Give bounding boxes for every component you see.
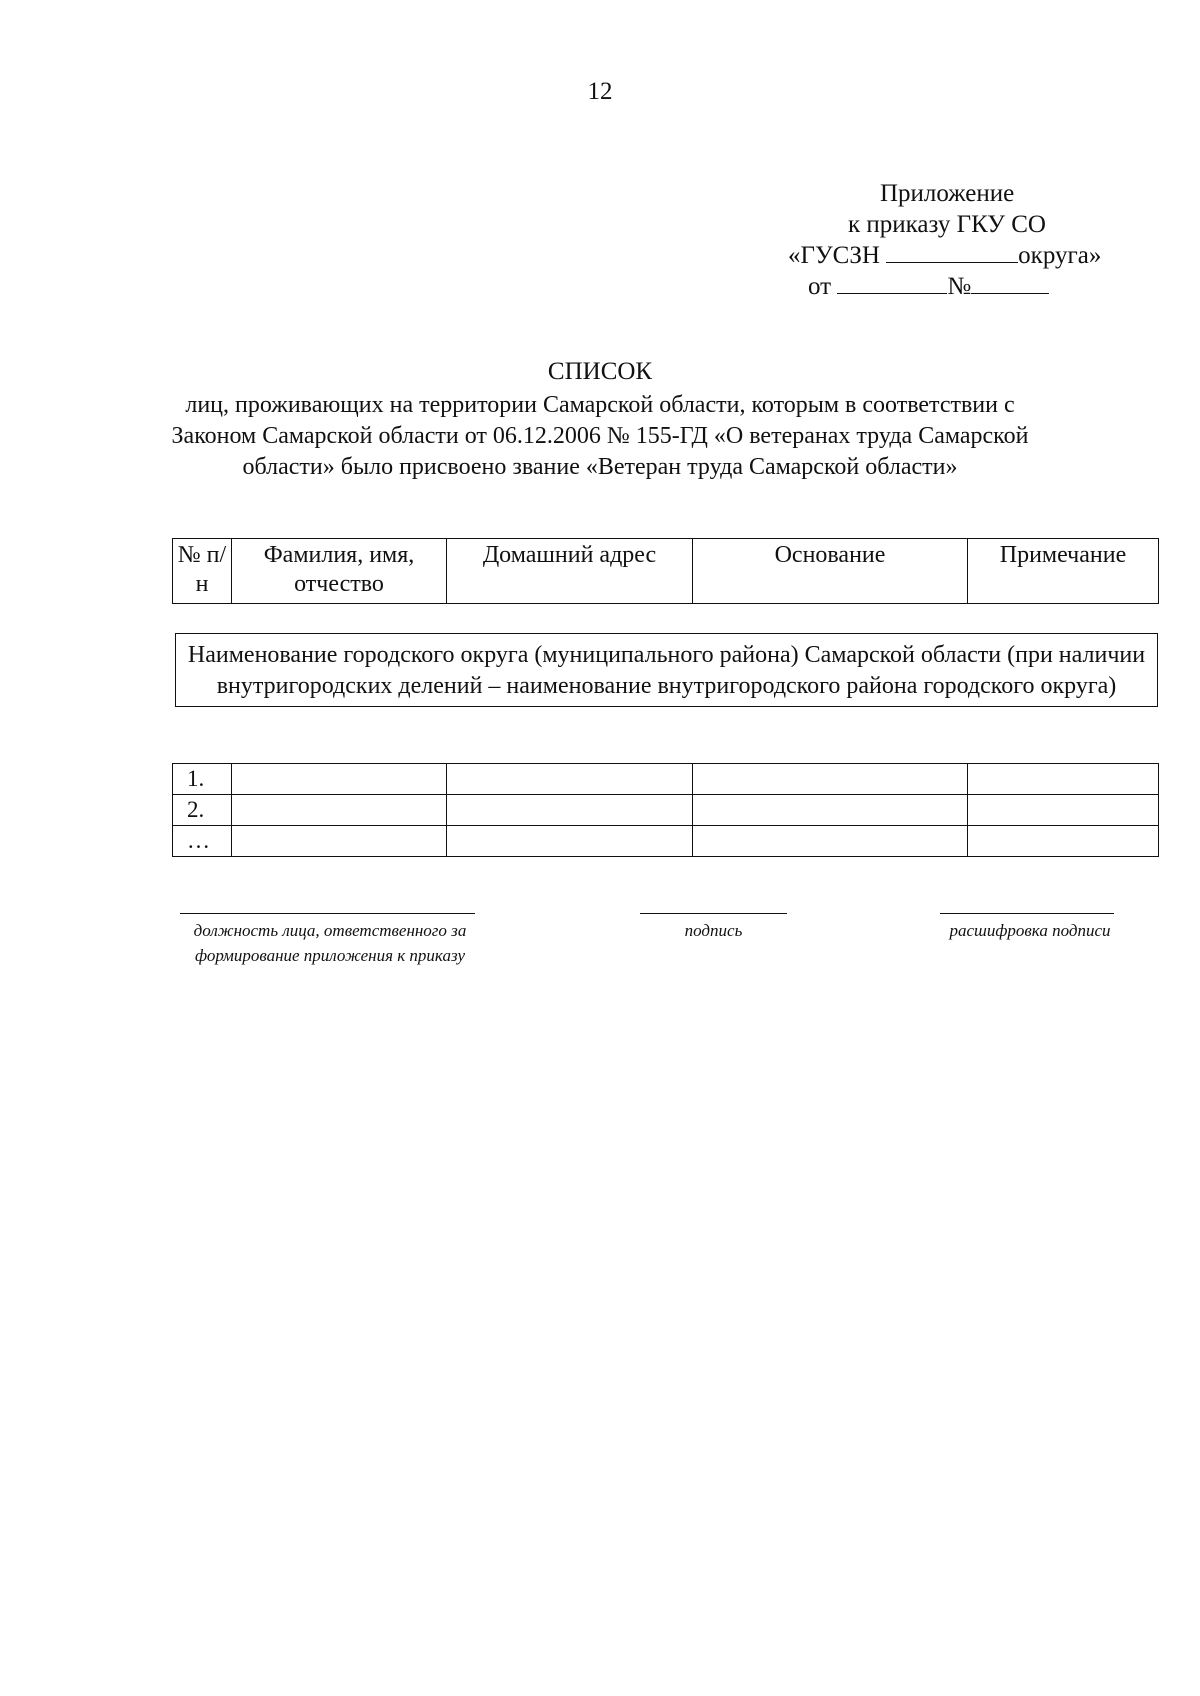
header-basis: Основание [693, 539, 968, 604]
signature-label: подпись [684, 921, 743, 940]
row-number: … [173, 826, 232, 857]
row-full-name-cell [232, 764, 447, 795]
appendix-org-prefix: «ГУСЗН [788, 242, 880, 269]
appendix-block [760, 178, 1140, 302]
decoding-signature-line [940, 913, 1114, 914]
appendix-order-ref: к приказу ГКУ СО [848, 211, 1046, 238]
appendix-org-suffix: округа» [1018, 242, 1102, 269]
row-basis-cell [693, 826, 968, 857]
decoding-label: расшифровка подписи [949, 921, 1111, 940]
row-basis-cell [693, 795, 968, 826]
row-note-cell [968, 795, 1159, 826]
row-note-cell [968, 764, 1159, 795]
region-name-table [175, 633, 1158, 707]
document-title: СПИСОК [547, 358, 653, 385]
row-note-cell [968, 826, 1159, 857]
signature-line [640, 913, 787, 914]
table-row [173, 764, 1159, 795]
header-full-name: Фамилия, имя, отчество [232, 539, 447, 604]
list-rows-table [172, 763, 1159, 857]
row-address-cell [447, 795, 693, 826]
date-label: от [808, 273, 832, 300]
row-full-name-cell [232, 826, 447, 857]
document-subtitle: лиц, проживающих на территории Самарской области, которым в соответствии с Законом Самарской области от 06.12.2006 № 155-ГД «О ветеранах труда Самарской области» было присвоено звание «Ветеран труда Самарской области» [171, 392, 1029, 480]
row-address-cell [447, 826, 693, 857]
list-header-table [172, 538, 1159, 604]
date-blank [837, 273, 947, 294]
row-full-name-cell [232, 795, 447, 826]
row-address-cell [447, 764, 693, 795]
header-home-address: Домашний адрес [447, 539, 693, 604]
header-number: № п/н [173, 539, 232, 604]
position-label: должность лица, ответственного за формирование приложения к приказу [193, 921, 467, 965]
district-blank [886, 242, 1018, 263]
row-number: 1. [173, 764, 232, 795]
table-row [173, 795, 1159, 826]
header-note: Примечание [968, 539, 1159, 604]
row-basis-cell [693, 764, 968, 795]
region-name-cell: Наименование городского округа (муниципального района) Самарской области (при наличии внутригородских делений – наименование внутригородского района городского округа) [176, 634, 1158, 707]
appendix-date-line [760, 271, 1140, 302]
row-number: 2. [173, 795, 232, 826]
number-label: № [947, 273, 972, 300]
appendix-label: Приложение [880, 180, 1015, 207]
number-blank [971, 273, 1049, 294]
appendix-org-line [760, 240, 1140, 271]
page-number: 12 [587, 78, 613, 105]
table-row [173, 826, 1159, 857]
position-signature-line [180, 913, 475, 914]
